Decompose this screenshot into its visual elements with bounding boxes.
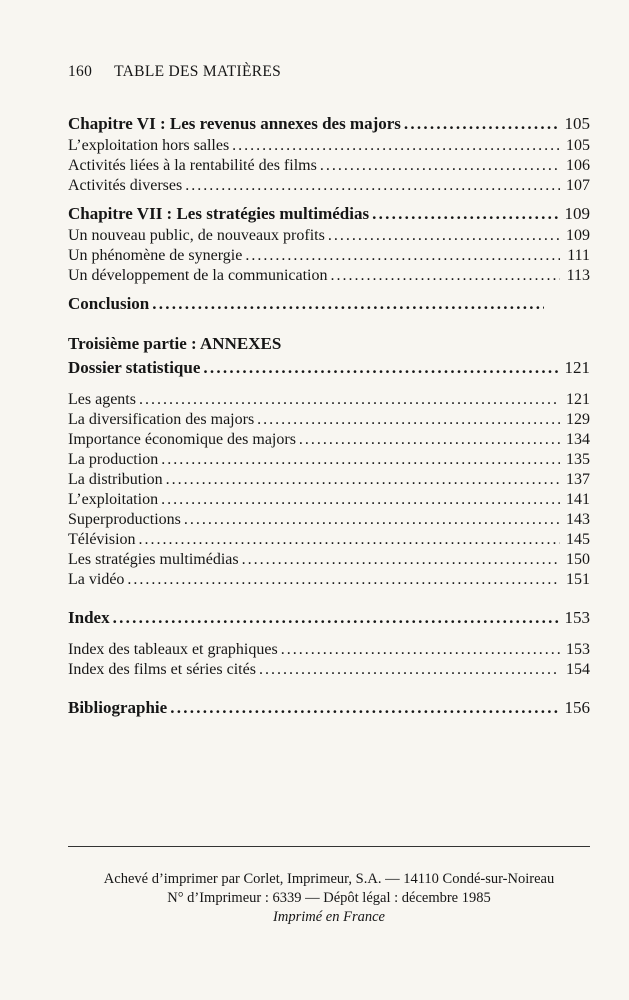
- toc-entry-page: 129: [566, 411, 590, 428]
- toc-entry-label: Superproductions: [68, 511, 181, 528]
- toc-entry: [68, 430, 590, 450]
- toc-entry-page: 105: [566, 137, 590, 154]
- toc-entry-page: 106: [566, 157, 590, 174]
- toc-entry-label: La production: [68, 451, 159, 468]
- toc-entry-label: Un phénomène de synergie: [68, 247, 243, 264]
- toc-entry-label: Importance économique des majors: [68, 431, 296, 448]
- toc-entry-page: 154: [566, 661, 590, 678]
- toc-entry-label: Les stratégies multimédias: [68, 551, 239, 568]
- dot-leader: [203, 356, 560, 380]
- toc-entry-page: 121: [564, 358, 590, 377]
- toc-entry: [68, 490, 590, 510]
- dot-leader: [320, 156, 560, 176]
- dot-leader: [232, 136, 560, 156]
- toc-index: [68, 606, 590, 630]
- colophon-origin-line: Imprimé en France: [273, 909, 385, 925]
- toc-entry-label: Index des tableaux et graphiques: [68, 641, 278, 658]
- dot-leader: [245, 246, 560, 266]
- toc-entry-page: 153: [566, 641, 590, 658]
- toc-entry: [68, 640, 590, 660]
- toc-entry-page: 141: [566, 491, 590, 508]
- dot-leader: [161, 450, 560, 470]
- toc-part-heading: Troisième partie : ANNEXES: [68, 334, 282, 353]
- dot-leader: [281, 640, 560, 660]
- table-of-contents: [68, 112, 590, 720]
- colophon-divider: [68, 846, 590, 847]
- toc-entry: [68, 246, 590, 266]
- toc-entry-label: Bibliographie: [68, 698, 168, 717]
- toc-entry-label: Index des films et séries cités: [68, 661, 256, 678]
- toc-entry-page: 107: [566, 177, 590, 194]
- toc-dossier: [68, 356, 590, 380]
- toc-entry-label: Les agents: [68, 391, 136, 408]
- running-header: [68, 63, 281, 81]
- toc-entry-page: 109: [566, 227, 590, 244]
- toc-chapter-7: [68, 202, 590, 226]
- toc-bibliography: [68, 696, 590, 720]
- toc-entry-page: 143: [566, 511, 590, 528]
- toc-entry-label: L’exploitation hors salles: [68, 137, 230, 154]
- colophon-printer-line: Achevé d’imprimer par Corlet, Imprimeur, S.A. — 14110 Condé-sur-Noireau: [103, 871, 555, 887]
- dot-leader: [404, 112, 560, 136]
- dot-leader: [372, 202, 560, 226]
- toc-entry: [68, 470, 590, 490]
- dot-leader: [185, 176, 560, 196]
- page-number: 160: [68, 63, 93, 80]
- dot-leader: [328, 226, 560, 246]
- toc-entry: [68, 530, 590, 550]
- dot-leader: [139, 530, 560, 550]
- dot-leader: [139, 390, 560, 410]
- dot-leader: [166, 470, 560, 490]
- toc-conclusion: [68, 292, 590, 316]
- toc-entry-label: Conclusion: [68, 294, 150, 313]
- toc-entry-page: 111: [567, 247, 590, 264]
- toc-entry-page: 137: [566, 471, 590, 488]
- toc-entry: [68, 176, 590, 196]
- dot-leader: [184, 510, 560, 530]
- toc-entry-label: Chapitre VII : Les stratégies multimédias: [68, 204, 370, 223]
- toc-entry-label: La distribution: [68, 471, 163, 488]
- toc-entry: [68, 510, 590, 530]
- toc-entry: [68, 410, 590, 430]
- toc-entry: [68, 266, 590, 286]
- toc-entry-label: La vidéo: [68, 571, 125, 588]
- dot-leader: [152, 292, 544, 316]
- toc-entry-page: 134: [566, 431, 590, 448]
- toc-entry: [68, 390, 590, 410]
- dot-leader: [257, 410, 560, 430]
- dot-leader: [242, 550, 560, 570]
- toc-entry-label: Un nouveau public, de nouveaux profits: [68, 227, 325, 244]
- toc-entry-label: Dossier statistique: [68, 358, 201, 377]
- dot-leader: [127, 570, 560, 590]
- dot-leader: [161, 490, 560, 510]
- toc-entry-page: 150: [566, 551, 590, 568]
- toc-entry-page: 151: [566, 571, 590, 588]
- toc-entry-label: Chapitre VI : Les revenus annexes des majors: [68, 114, 401, 133]
- dot-leader: [113, 606, 560, 630]
- toc-entry-label: La diversification des majors: [68, 411, 255, 428]
- toc-chapter-6: [68, 112, 590, 136]
- toc-entry-label: L’exploitation: [68, 491, 159, 508]
- toc-entry-label: Télévision: [68, 531, 136, 548]
- toc-entry: [68, 156, 590, 176]
- dot-leader: [330, 266, 560, 286]
- toc-entry: [68, 570, 590, 590]
- toc-entry-page: 113: [566, 267, 590, 284]
- dot-leader: [170, 696, 560, 720]
- toc-entry: [68, 226, 590, 246]
- toc-entry-page: 109: [564, 204, 590, 223]
- toc-entry-page: 105: [564, 114, 590, 133]
- toc-entry-label: Un développement de la communication: [68, 267, 328, 284]
- colophon: [60, 870, 598, 927]
- toc-entry: [68, 660, 590, 680]
- toc-entry-page: 153: [564, 608, 590, 627]
- toc-entry-label: Activités diverses: [68, 177, 183, 194]
- toc-entry: [68, 550, 590, 570]
- toc-entry: [68, 136, 590, 156]
- dot-leader: [259, 660, 560, 680]
- dot-leader: [299, 430, 560, 450]
- toc-entry-page: 135: [566, 451, 590, 468]
- toc-entry-page: 145: [566, 531, 590, 548]
- toc-entry-page: 156: [564, 698, 590, 717]
- running-title: TABLE DES MATIÈRES: [114, 63, 282, 80]
- toc-entry: [68, 450, 590, 470]
- toc-entry-page: 121: [566, 391, 590, 408]
- toc-entry-label: Index: [68, 608, 110, 627]
- toc-entry-label: Activités liées à la rentabilité des films: [68, 157, 317, 174]
- colophon-legal-line: N° d’Imprimeur : 6339 — Dépôt légal : décembre 1985: [167, 890, 491, 906]
